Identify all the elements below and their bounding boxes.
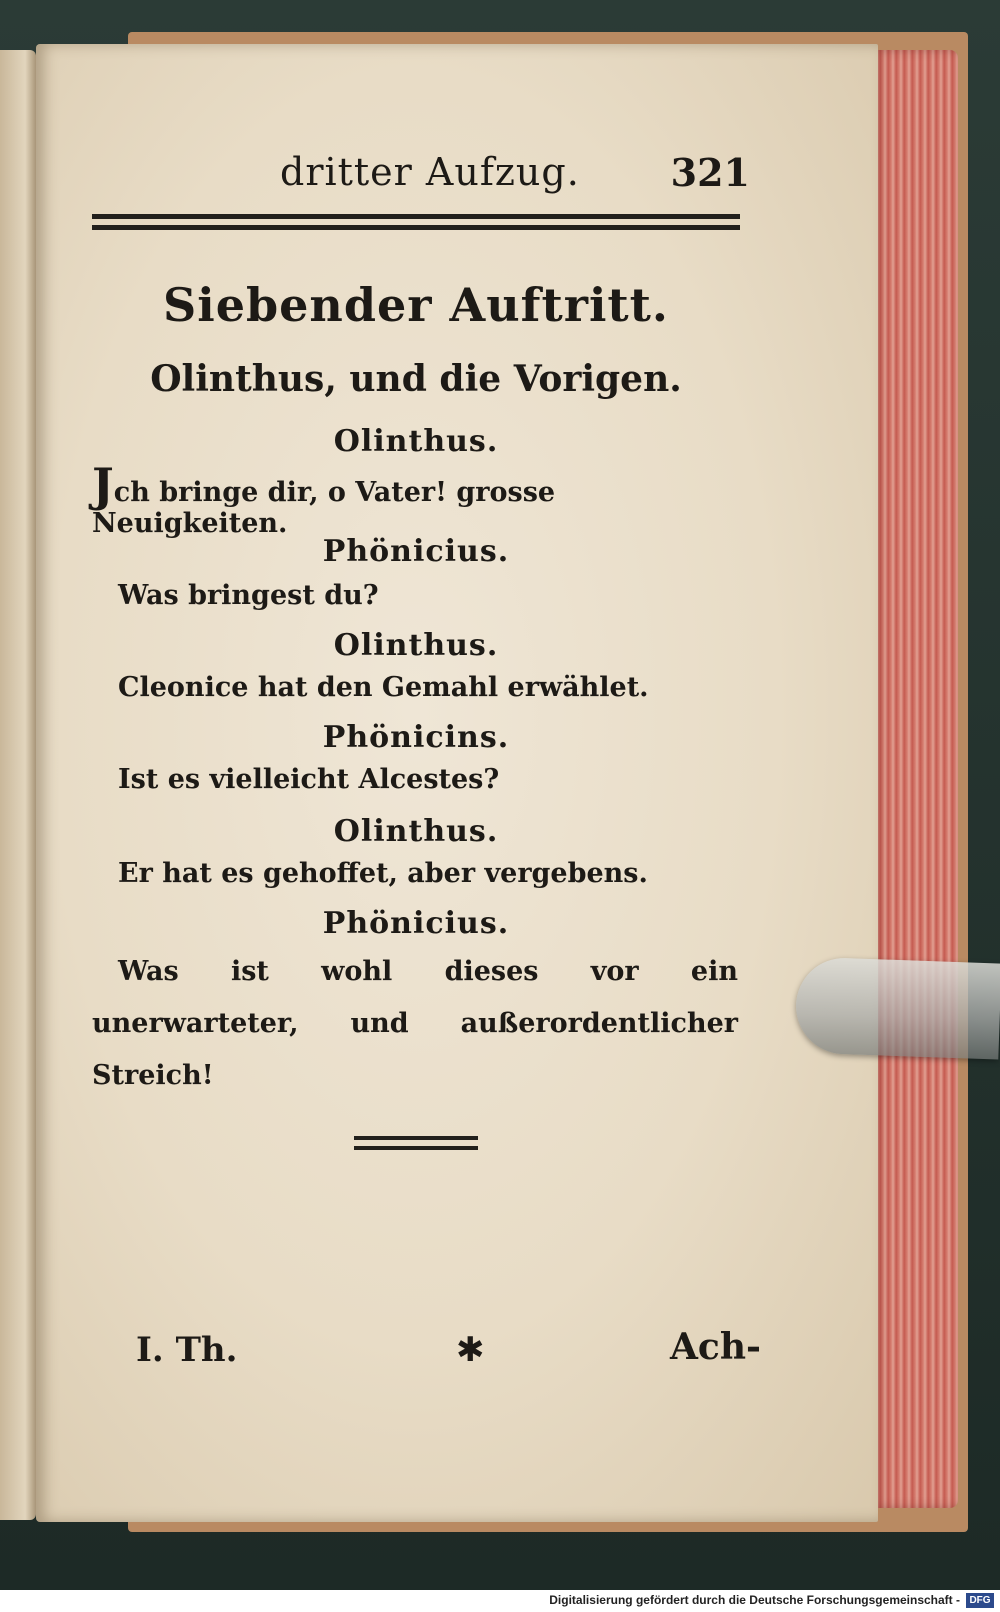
dialogue-line bbox=[92, 458, 712, 539]
drop-cap: J bbox=[92, 458, 114, 512]
signature-mark: I. Th. bbox=[136, 1330, 238, 1370]
page-number: 321 bbox=[670, 150, 750, 195]
speaker-label: Phönicius. bbox=[322, 906, 510, 941]
speaker-label: Olinthus. bbox=[333, 424, 499, 459]
dialogue-line: Ist es vielleicht Alcestes? bbox=[118, 764, 500, 795]
running-head: dritter Aufzug. bbox=[280, 150, 580, 194]
speaker-label: Olinthus. bbox=[333, 628, 499, 663]
closing-rule bbox=[354, 1136, 478, 1150]
page-clip bbox=[794, 956, 1000, 1059]
ornament-icon: ✱ bbox=[456, 1330, 485, 1370]
previous-page-edge bbox=[0, 50, 36, 1520]
scene-title: Siebender Auftritt. bbox=[163, 278, 669, 332]
catchword: Ach- bbox=[670, 1326, 761, 1368]
scene-subtitle: Olinthus, und die Vorigen. bbox=[150, 358, 682, 400]
speaker-label: Phönicius. bbox=[322, 534, 510, 569]
speaker-label: Olinthus. bbox=[333, 814, 499, 849]
dialogue-line: Cleonice hat den Gemahl erwählet. bbox=[118, 672, 649, 703]
header-rule bbox=[92, 214, 740, 230]
dialogue-line: Er hat es gehoffet, aber vergebens. bbox=[118, 858, 648, 889]
page-header bbox=[270, 150, 750, 200]
dfg-logo: DFG bbox=[966, 1593, 994, 1608]
credit-text: Digitalisierung gefördert durch die Deutsche Forschungsgemeinschaft - bbox=[549, 1593, 960, 1607]
page-fore-edge bbox=[872, 50, 958, 1508]
credit-bar bbox=[0, 1590, 1000, 1612]
speaker-label: Phönicins. bbox=[322, 720, 510, 755]
dialogue-line: Was bringest du? bbox=[118, 580, 379, 611]
dialogue-text: ch bringe dir, o Vater! grosse Neuigkeiten. bbox=[92, 477, 556, 539]
dialogue-line: Was ist wohl dieses vor ein unerwarteter, und außerordentlicher Streich! bbox=[92, 956, 738, 1091]
